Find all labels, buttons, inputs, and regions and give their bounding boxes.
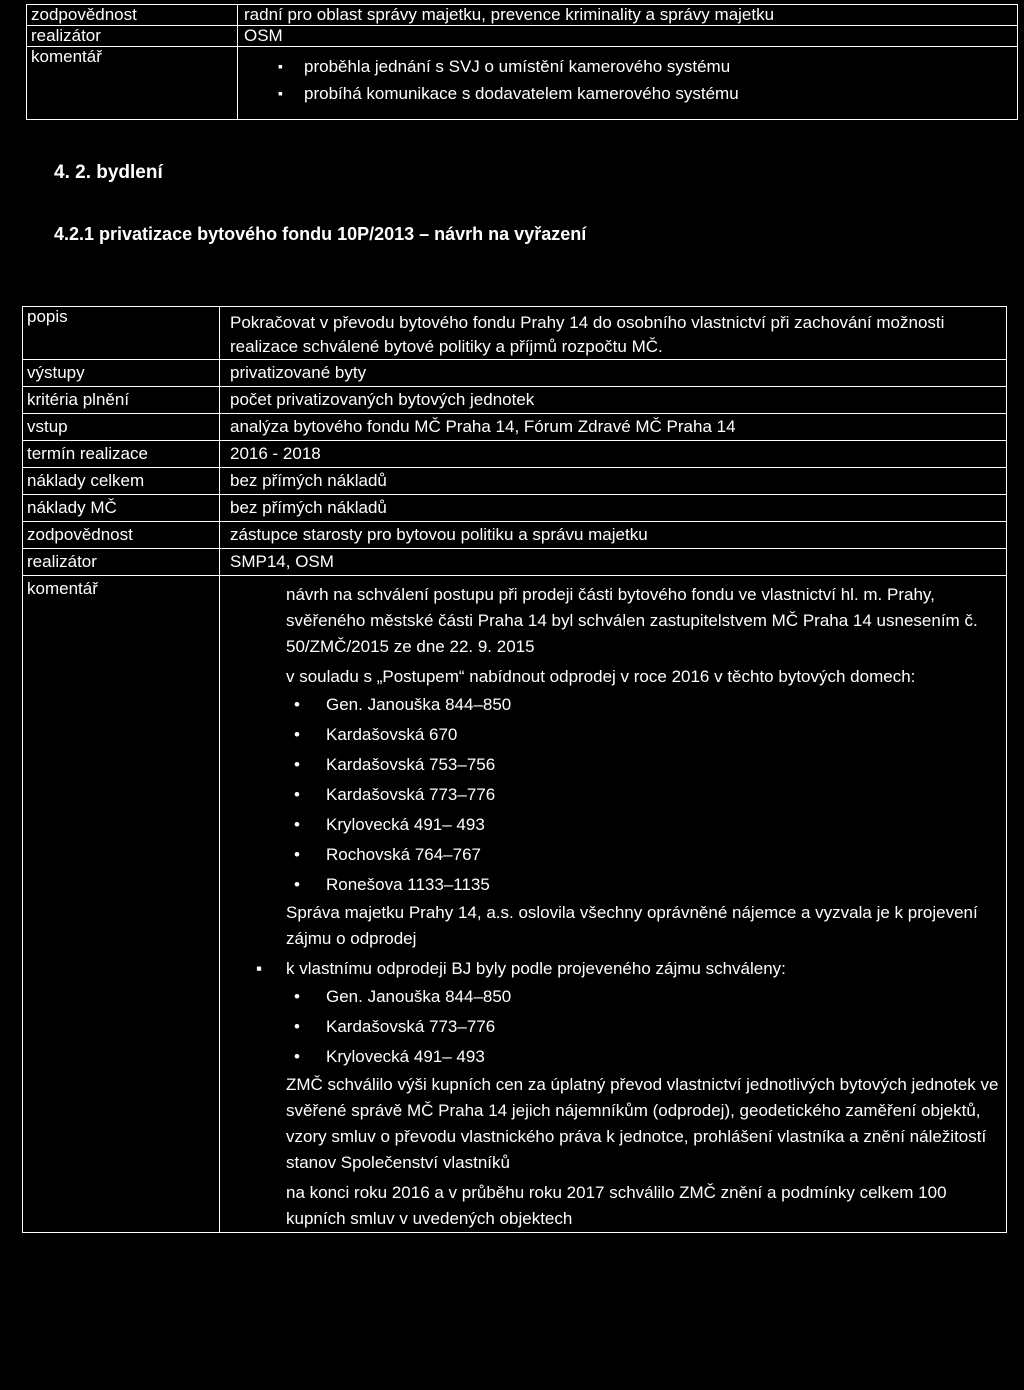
- list-item: • Rochovská 764–767: [286, 840, 1006, 870]
- building-list: [286, 690, 1006, 900]
- table-row: [23, 414, 1007, 441]
- table-row: [23, 522, 1007, 549]
- list-item: • Krylovecká 491– 493: [286, 1042, 1006, 1072]
- comment-cell: [238, 47, 1018, 120]
- row-label: komentář: [23, 576, 220, 1233]
- comment-text: k vlastnímu odprodeji BJ byly podle projeveného zájmu schváleny:: [286, 959, 786, 978]
- table-row: [27, 5, 1018, 26]
- row-label: popis: [23, 307, 220, 360]
- list-item: • Kardašovská 773–776: [286, 780, 1006, 810]
- table-row: [23, 495, 1007, 522]
- row-label: výstupy: [23, 360, 220, 387]
- comment-paragraph: v souladu s „Postupem“ nabídnout odprodej v roce 2016 v těchto bytových domech:: [286, 667, 916, 686]
- comment-paragraph: na konci roku 2016 a v průběhu roku 2017 schválilo ZMČ znění a podmínky celkem 100 kupních smluv v uvedených objektech: [286, 1183, 947, 1228]
- comment-cell: [220, 576, 1007, 1233]
- comment-paragraph: ZMČ schválilo výši kupních cen za úplatný převod vlastnictví jednotlivých bytových jednotek ve svěřené správě MČ Praha 14 jejich nájemníkům (odprodej), geodetického zaměření objektů, vzory smluv o převodu vlastnického práva k jednotce, prohlášení vlastníka a znění náležitostí stanov Společenství vlastníků: [286, 1075, 999, 1172]
- table-row: [23, 307, 1007, 360]
- approved-list: [286, 982, 1006, 1072]
- list-item: • Krylovecká 491– 493: [286, 810, 1006, 840]
- row-value: bez přímých nákladů: [220, 468, 1007, 495]
- table-row: [23, 576, 1007, 1233]
- top-table: [26, 4, 1018, 120]
- row-value: privatizované byty: [220, 360, 1007, 387]
- list-item: • Gen. Janouška 844–850: [286, 690, 1006, 720]
- row-value: SMP14, OSM: [220, 549, 1007, 576]
- list-item: • Ronešova 1133–1135: [286, 870, 1006, 900]
- row-value: počet privatizovaných bytových jednotek: [220, 387, 1007, 414]
- row-label: termín realizace: [23, 441, 220, 468]
- row-value: radní pro oblast správy majetku, prevence kriminality a správy majetku: [238, 5, 1018, 26]
- section-heading: 4. 2. bydlení: [54, 162, 163, 183]
- row-label: komentář: [27, 47, 238, 120]
- table-row: [23, 468, 1007, 495]
- list-item: • Kardašovská 670: [286, 720, 1006, 750]
- table-row: [27, 26, 1018, 47]
- square-bullet-icon: ▪: [256, 959, 263, 978]
- comment-paragraph: návrh na schválení postupu při prodeji části bytového fondu ve vlastnictví hl. m. Prahy, svěřeného městské části Praha 14 byl schválen zastupitelstvem MČ Praha 14 usnesením č. 50/ZMČ/2015 ze dne 22. 9. 2015: [286, 585, 978, 656]
- list-item: ▪ proběhla jednání s SVJ o umístění kamerového systému: [244, 53, 1017, 80]
- list-item: ▪ probíhá komunikace s dodavatelem kamerového systému: [244, 80, 1017, 107]
- table-row: [23, 549, 1007, 576]
- row-value: bez přímých nákladů: [220, 495, 1007, 522]
- table-row: [23, 360, 1007, 387]
- row-label: zodpovědnost: [27, 5, 238, 26]
- row-value: analýza bytového fondu MČ Praha 14, Fórum Zdravé MČ Praha 14: [220, 414, 1007, 441]
- row-label: zodpovědnost: [23, 522, 220, 549]
- section-subheading: 4.2.1 privatizace bytového fondu 10P/2013 – návrh na vyřazení: [54, 224, 587, 244]
- row-value: zástupce starosty pro bytovou politiku a správu majetku: [220, 522, 1007, 549]
- list-item: • Kardašovská 753–756: [286, 750, 1006, 780]
- row-label: kritéria plnění: [23, 387, 220, 414]
- row-label: realizátor: [23, 549, 220, 576]
- list-item: • Kardašovská 773–776: [286, 1012, 1006, 1042]
- list-item: • Gen. Janouška 844–850: [286, 982, 1006, 1012]
- row-value: 2016 - 2018: [220, 441, 1007, 468]
- table-row: [23, 441, 1007, 468]
- table-row: [23, 387, 1007, 414]
- row-label: vstup: [23, 414, 220, 441]
- main-table: [22, 306, 1007, 1233]
- comment-list: [244, 53, 1017, 107]
- row-value: OSM: [238, 26, 1018, 47]
- comment-paragraph: Správa majetku Prahy 14, a.s. oslovila všechny oprávněné nájemce a vyzvala je k projevení zájmu o odprodej: [286, 903, 978, 948]
- row-label: realizátor: [27, 26, 238, 47]
- row-label: náklady celkem: [23, 468, 220, 495]
- table-row: [27, 47, 1018, 120]
- row-label: náklady MČ: [23, 495, 220, 522]
- row-value: Pokračovat v převodu bytového fondu Prahy 14 do osobního vlastnictví při zachování možnosti realizace schválené bytové politiky a příjmů rozpočtu MČ.: [220, 307, 1007, 360]
- comment-paragraph: [256, 956, 1006, 982]
